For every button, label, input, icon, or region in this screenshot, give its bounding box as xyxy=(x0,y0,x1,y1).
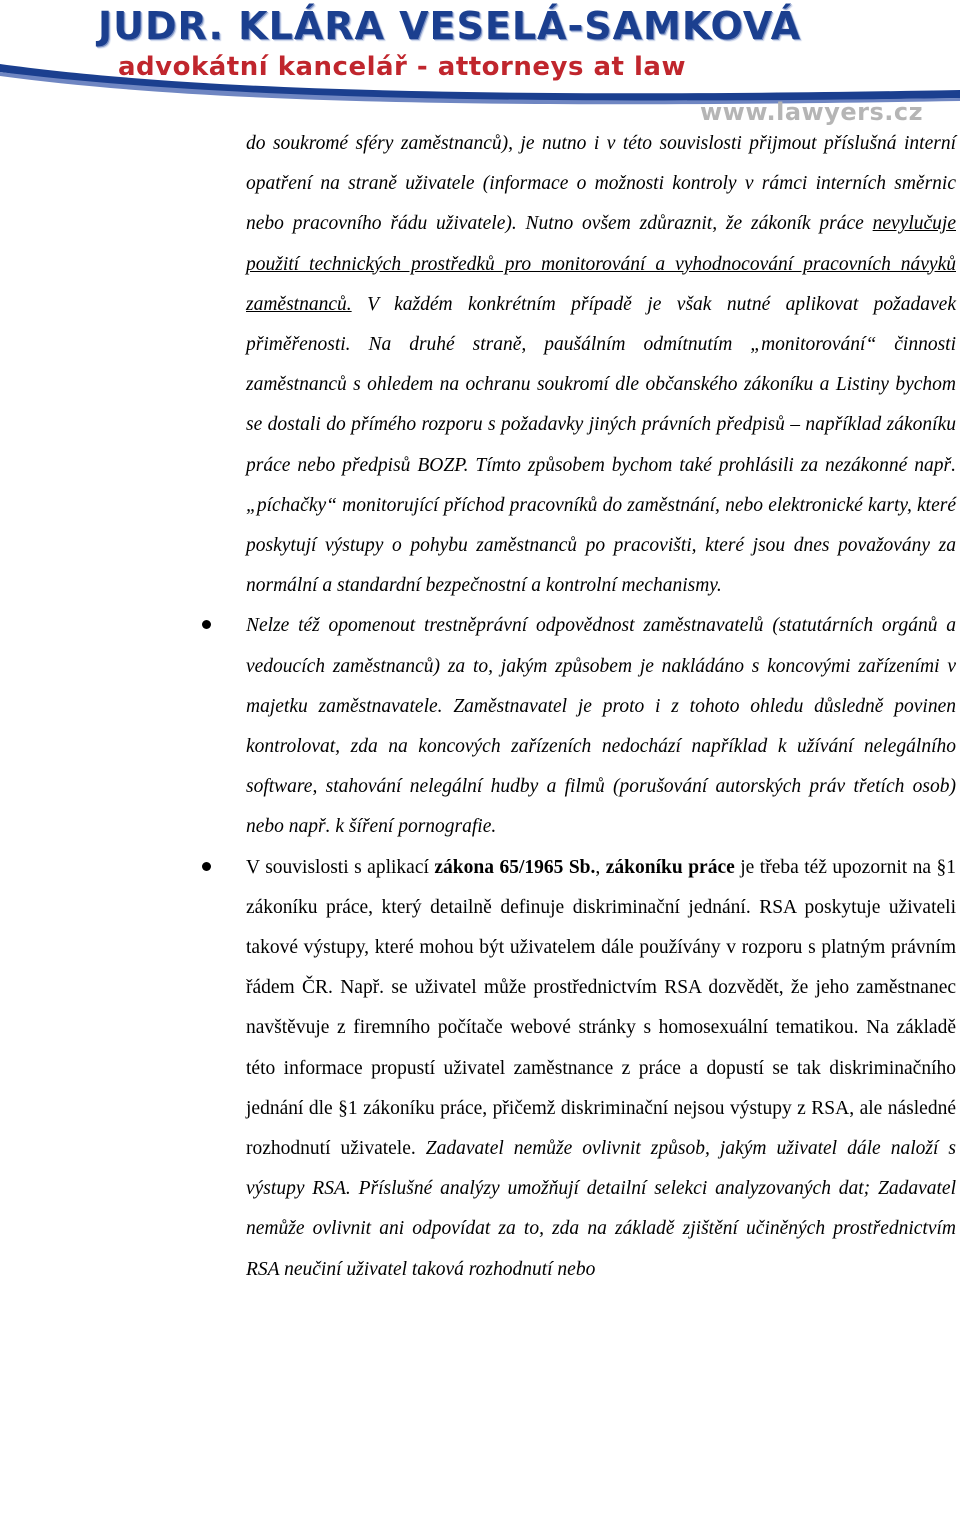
bullet-item xyxy=(246,606,956,847)
paragraph xyxy=(246,124,956,606)
firm-url: www.lawyers.cz xyxy=(700,98,924,126)
firm-subtitle: advokátní kancelář - attorneys at law xyxy=(118,52,686,82)
bold-text: zákona 65/1965 Sb. xyxy=(434,856,596,878)
text-run: V každém konkrétním případě je však nutné aplikovat požadavek přiměřenosti. xyxy=(246,293,956,356)
bullet-item xyxy=(246,848,956,1290)
text-run: Na druhé straně, paušálním odmítnutím „monitorování“ činnosti zaměstnanců s ohledem na ochranu soukromí dle občanského zákoníku a Listiny bychom se dostali do přímého rozporu s požadavky jiných právních předpisů – například zákoníku práce nebo předpisů BOZP. Tímto způsobem bychom také prohlásili za nezákonné např. „píchačky“ monitorující příchod pracovníků do zaměstnání, nebo elektronické karty, které poskytují výstupy o pohybu zaměstnanců po pracovišti, které jsou dnes považovány za normální a standardní bezpečnostní a kontrolní mechanismy. xyxy=(246,334,956,597)
text-run: do soukromé sféry zaměstnanců), je nutno i v této souvislosti přijmout příslušná interní opatření na straně uživatele (informace o možnosti kontroly v rámci interních směrnic nebo pracovního řádu uživatele). Nutno ovšem zdůraznit, že zákoník práce xyxy=(246,133,956,235)
bullet-icon xyxy=(202,862,211,871)
document-body xyxy=(246,124,956,1290)
bullet-icon xyxy=(202,620,211,629)
text-run: Zadavatel nemůže ovlivnit způsob, jakým uživatel dále naloží s výstupy RSA. Příslušné analýzy umožňují detailní selekci analyzovaných dat; Zadavatel nemůže ovlivnit ani odpovídat za to, zda na základě zjištění učiněných prostřednictvím RSA neučiní uživatel taková rozhodnutí nebo xyxy=(246,1138,957,1280)
underlined-text: nevylučuje použití technických prostředků pro monitorování a vyhodnocování pracovních návyků zaměstnanců. xyxy=(246,213,956,315)
text-run: Nelze též opomenout trestněprávní odpovědnost zaměstnavatelů (statutárních orgánů a vedoucích zaměstnanců) za to, jakým způsobem je nakládáno s koncovými zařízeními v majetku zaměstnavatele. Zaměstnavatel je proto i z tohoto ohledu důsledně povinen kontrolovat, zda na koncových zařízeních nedochází například k užívání nelegálního software, stahování nelegální hudby a filmů (porušování autorských práv třetích osob) nebo např. k šíření pornografie. xyxy=(246,615,956,838)
letterhead xyxy=(0,0,960,130)
paragraph xyxy=(246,606,956,847)
paragraph xyxy=(246,848,956,1290)
bold-text: zákoníku práce xyxy=(605,856,735,878)
firm-name: JUDR. KLÁRA VESELÁ-SAMKOVÁ xyxy=(98,4,802,48)
text-run: je třeba též upozornit na §1 zákoníku práce, který detailně definuje diskriminační jednání. RSA poskytuje uživateli takové výstupy, které mohou být uživatelem dále používány v rozporu s platným právním řádem ČR. Např. se uživatel může prostřednictvím RSA dozvědět, že jeho zaměstnanec navštěvuje z firemního počítače webové stránky s homosexuální tematikou. Na základě této informace propustí uživatel zaměstnance z práce a dopustí se tak diskriminačního jednání dle §1 zákoníku práce, přičemž diskriminační nejsou výstupy z RSA, ale následné rozhodnutí uživatele. xyxy=(246,856,957,1160)
text-run: V souvislosti s aplikací xyxy=(246,856,435,878)
text-run: , xyxy=(595,856,606,878)
